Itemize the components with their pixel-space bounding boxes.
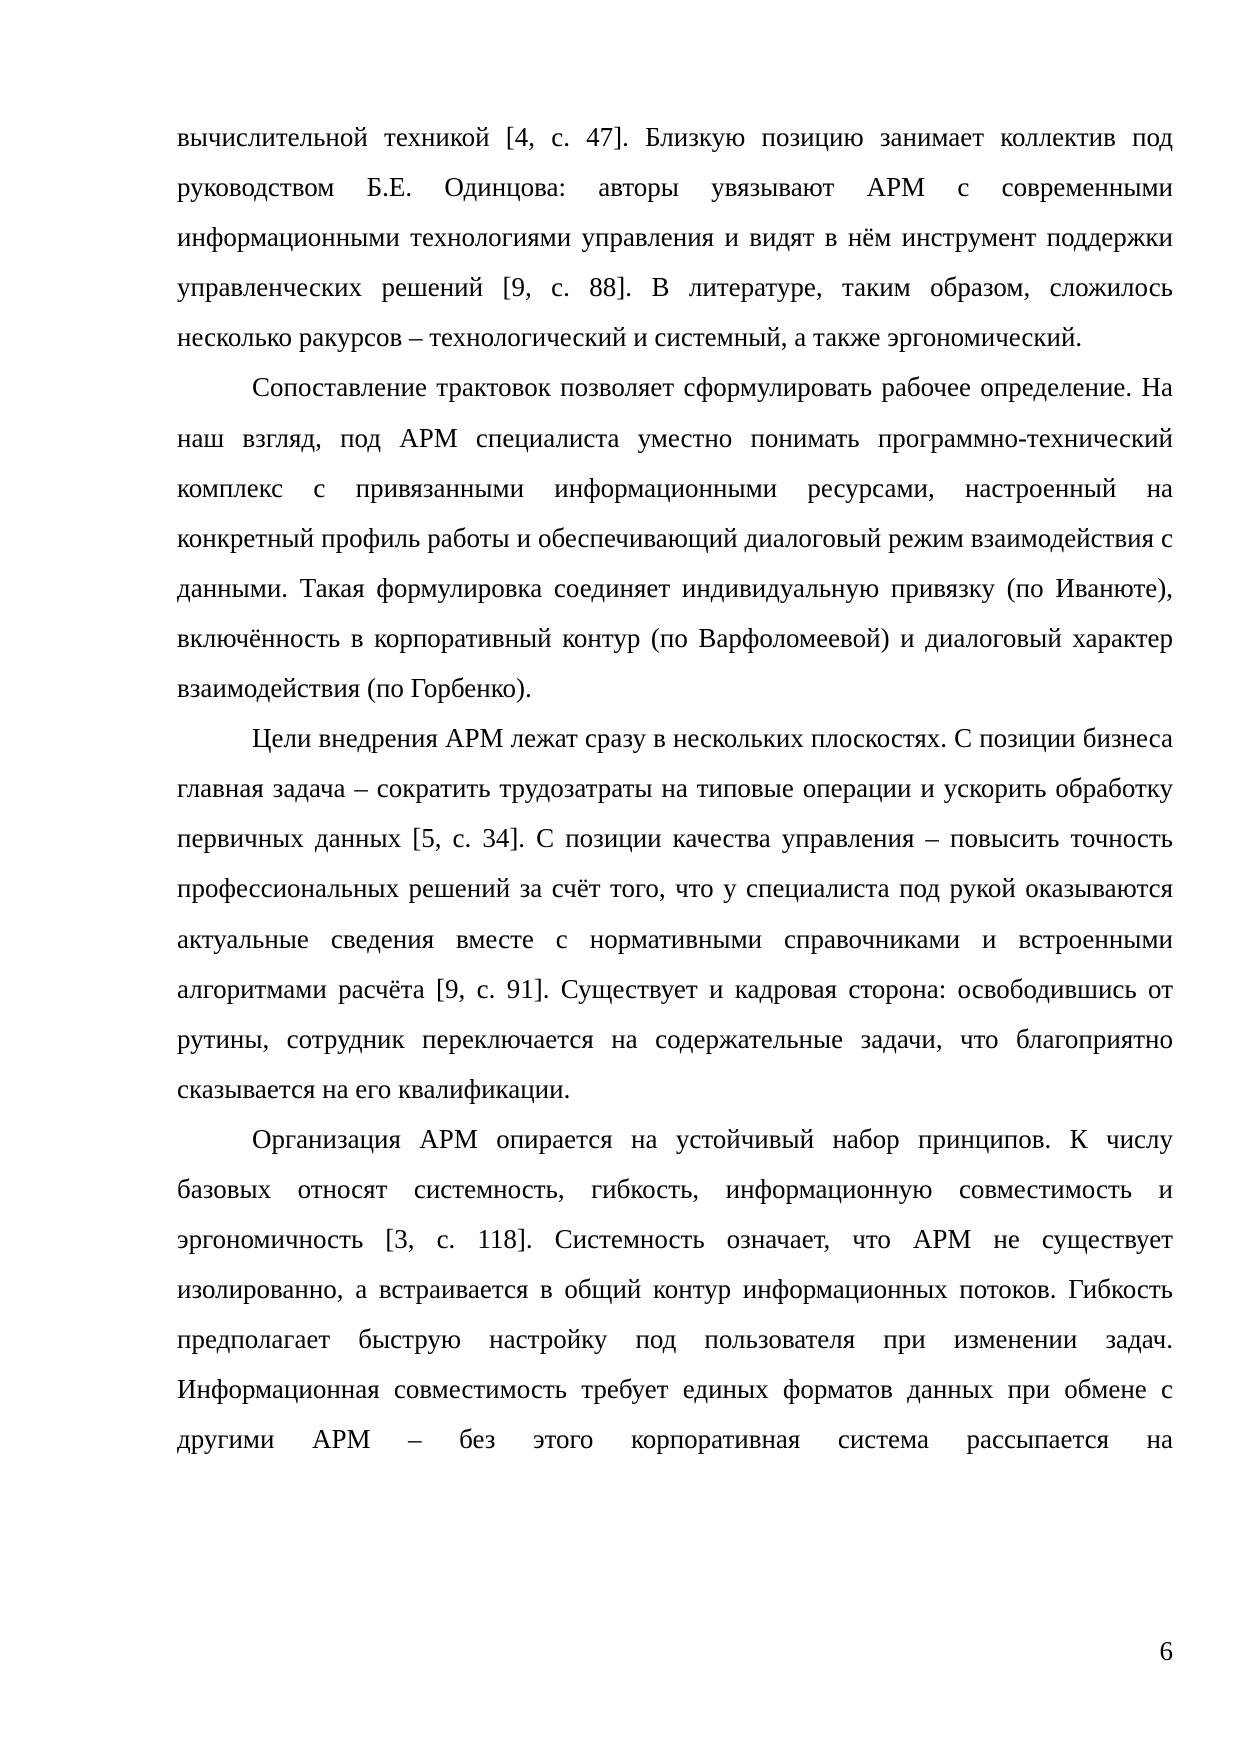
paragraph-continuation: вычислительной техникой [4, с. 47]. Близкую позицию занимает коллектив под руководством Б.Е. Одинцова: авторы увязывают АРМ с современными информационными технологиями управления и видят в нём инструмент поддержки управленческих решений [9, с. 88]. В литературе, таким образом, сложилось несколько ракурсов – технологический и системный, а также эргономический. xyxy=(177,122,1173,353)
body-text xyxy=(177,112,1173,1465)
paragraph-principles: Организация АРМ опирается на устойчивый набор принципов. К числу базовых относят системность, гибкость, информационную совместимость и эргономичность [3, с. 118]. Системность означает, что АРМ не существует изолированно, а встраивается в общий контур информационных потоков. Гибкость предполагает быструю настройку под пользователя при изменении задач. Информационная совместимость требует единых форматов данных при обмене с другими АРМ – без этого корпоративная система рассыпается на xyxy=(177,1123,1173,1455)
paragraph-definition: Сопоставление трактовок позволяет сформулировать рабочее определение. На наш взгляд, под АРМ специалиста уместно понимать программно-технический комплекс с привязанными информационными ресурсами, настроенный на конкретный профиль работы и обеспечивающий диалоговый режим взаимодействия с данными. Такая формулировка соединяет индивидуальную привязку (по Иванюте), включённость в корпоративный контур (по Варфоломеевой) и диалоговый характер взаимодействия (по Горбенко). xyxy=(177,372,1173,704)
paragraph-goals: Цели внедрения АРМ лежат сразу в нескольких плоскостях. С позиции бизнеса главная задача – сократить трудозатраты на типовые операции и ускорить обработку первичных данных [5, с. 34]. С позиции качества управления – повысить точность профессиональных решений за счёт того, что у специалиста под рукой оказываются актуальные сведения вместе с нормативными справочниками и встроенными алгоритмами расчёта [9, с. 91]. Существует и кадровая сторона: освободившись от рутины, сотрудник переключается на содержательные задачи, что благоприятно сказывается на его квалификации. xyxy=(177,723,1173,1104)
page-number: 6 xyxy=(1159,1636,1173,1666)
